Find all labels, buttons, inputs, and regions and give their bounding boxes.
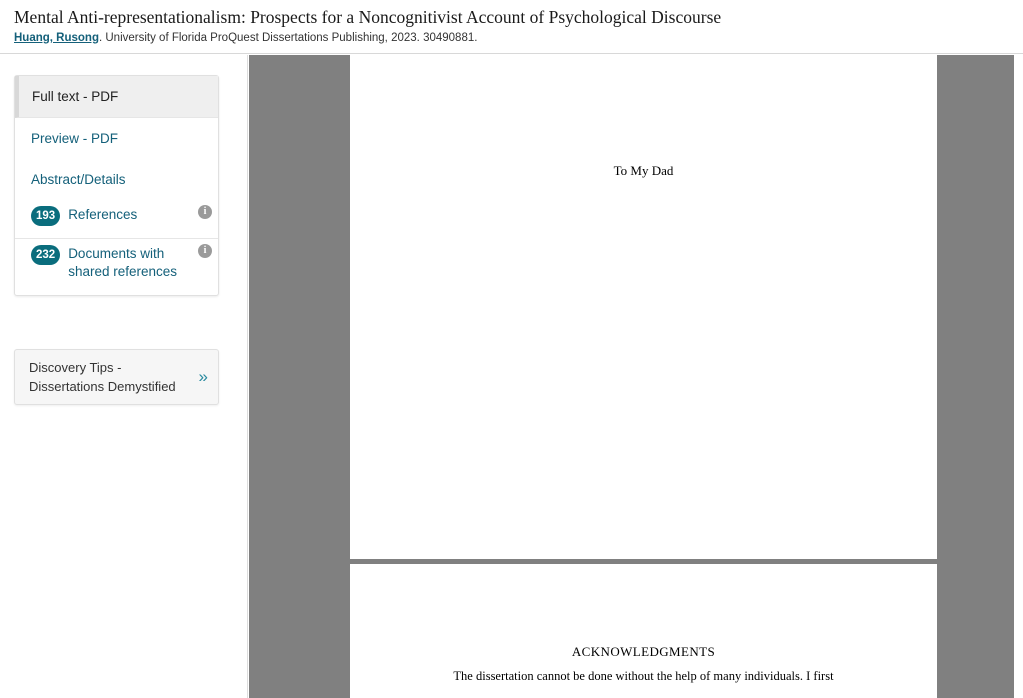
shared-references-count-badge: 232 [31, 245, 60, 265]
document-metadata [14, 31, 1009, 45]
viewer-right-margin [1014, 55, 1023, 698]
sidebar-item-label: Preview - PDF [31, 131, 119, 146]
info-icon[interactable]: i [198, 205, 212, 219]
sidebar-item-preview-pdf[interactable] [15, 118, 218, 159]
publication-year: 2023. [391, 32, 420, 44]
acknowledgments-heading: ACKNOWLEDGMENTS [571, 644, 716, 659]
sidebar-item-references[interactable] [15, 200, 218, 232]
references-count-badge: 193 [31, 206, 60, 226]
acknowledgments-body: The dissertation cannot be done without the help of many individuals. I first [453, 669, 834, 683]
sidebar-item-full-text-pdf[interactable] [15, 76, 218, 118]
document-nav-card [14, 75, 219, 296]
page-title: Mental Anti-representationalism: Prospects for a Noncognitivist Account of Psychological Discourse [14, 7, 722, 27]
author-link[interactable]: Huang, Rusong [14, 32, 99, 44]
discovery-tips-label: Discovery Tips - Dissertations Demystified [29, 360, 176, 394]
author-suffix: . [98, 32, 103, 44]
chevron-double-right-icon[interactable]: » [198, 367, 208, 386]
shared-references-label: Documents with shared references [68, 246, 177, 279]
pdf-page-acknowledgments [350, 564, 937, 698]
info-icon[interactable]: i [198, 244, 212, 258]
sidebar [0, 55, 248, 698]
sidebar-item-abstract-details[interactable] [15, 159, 218, 200]
dedication-text: To My Dad [613, 163, 674, 178]
sidebar-item-label: Full text - PDF [32, 89, 119, 104]
references-label: References [68, 207, 138, 222]
pdf-page-dedication [350, 55, 937, 559]
publisher-text: University of Florida ProQuest Dissertations Publishing, [105, 32, 388, 44]
sidebar-item-label: Abstract/Details [31, 172, 126, 187]
discovery-tips-card[interactable] [14, 349, 219, 405]
pdf-viewer[interactable] [249, 55, 1023, 698]
sidebar-item-shared-references[interactable] [15, 239, 218, 287]
record-number: 30490881. [423, 32, 478, 44]
document-header [0, 0, 1023, 54]
